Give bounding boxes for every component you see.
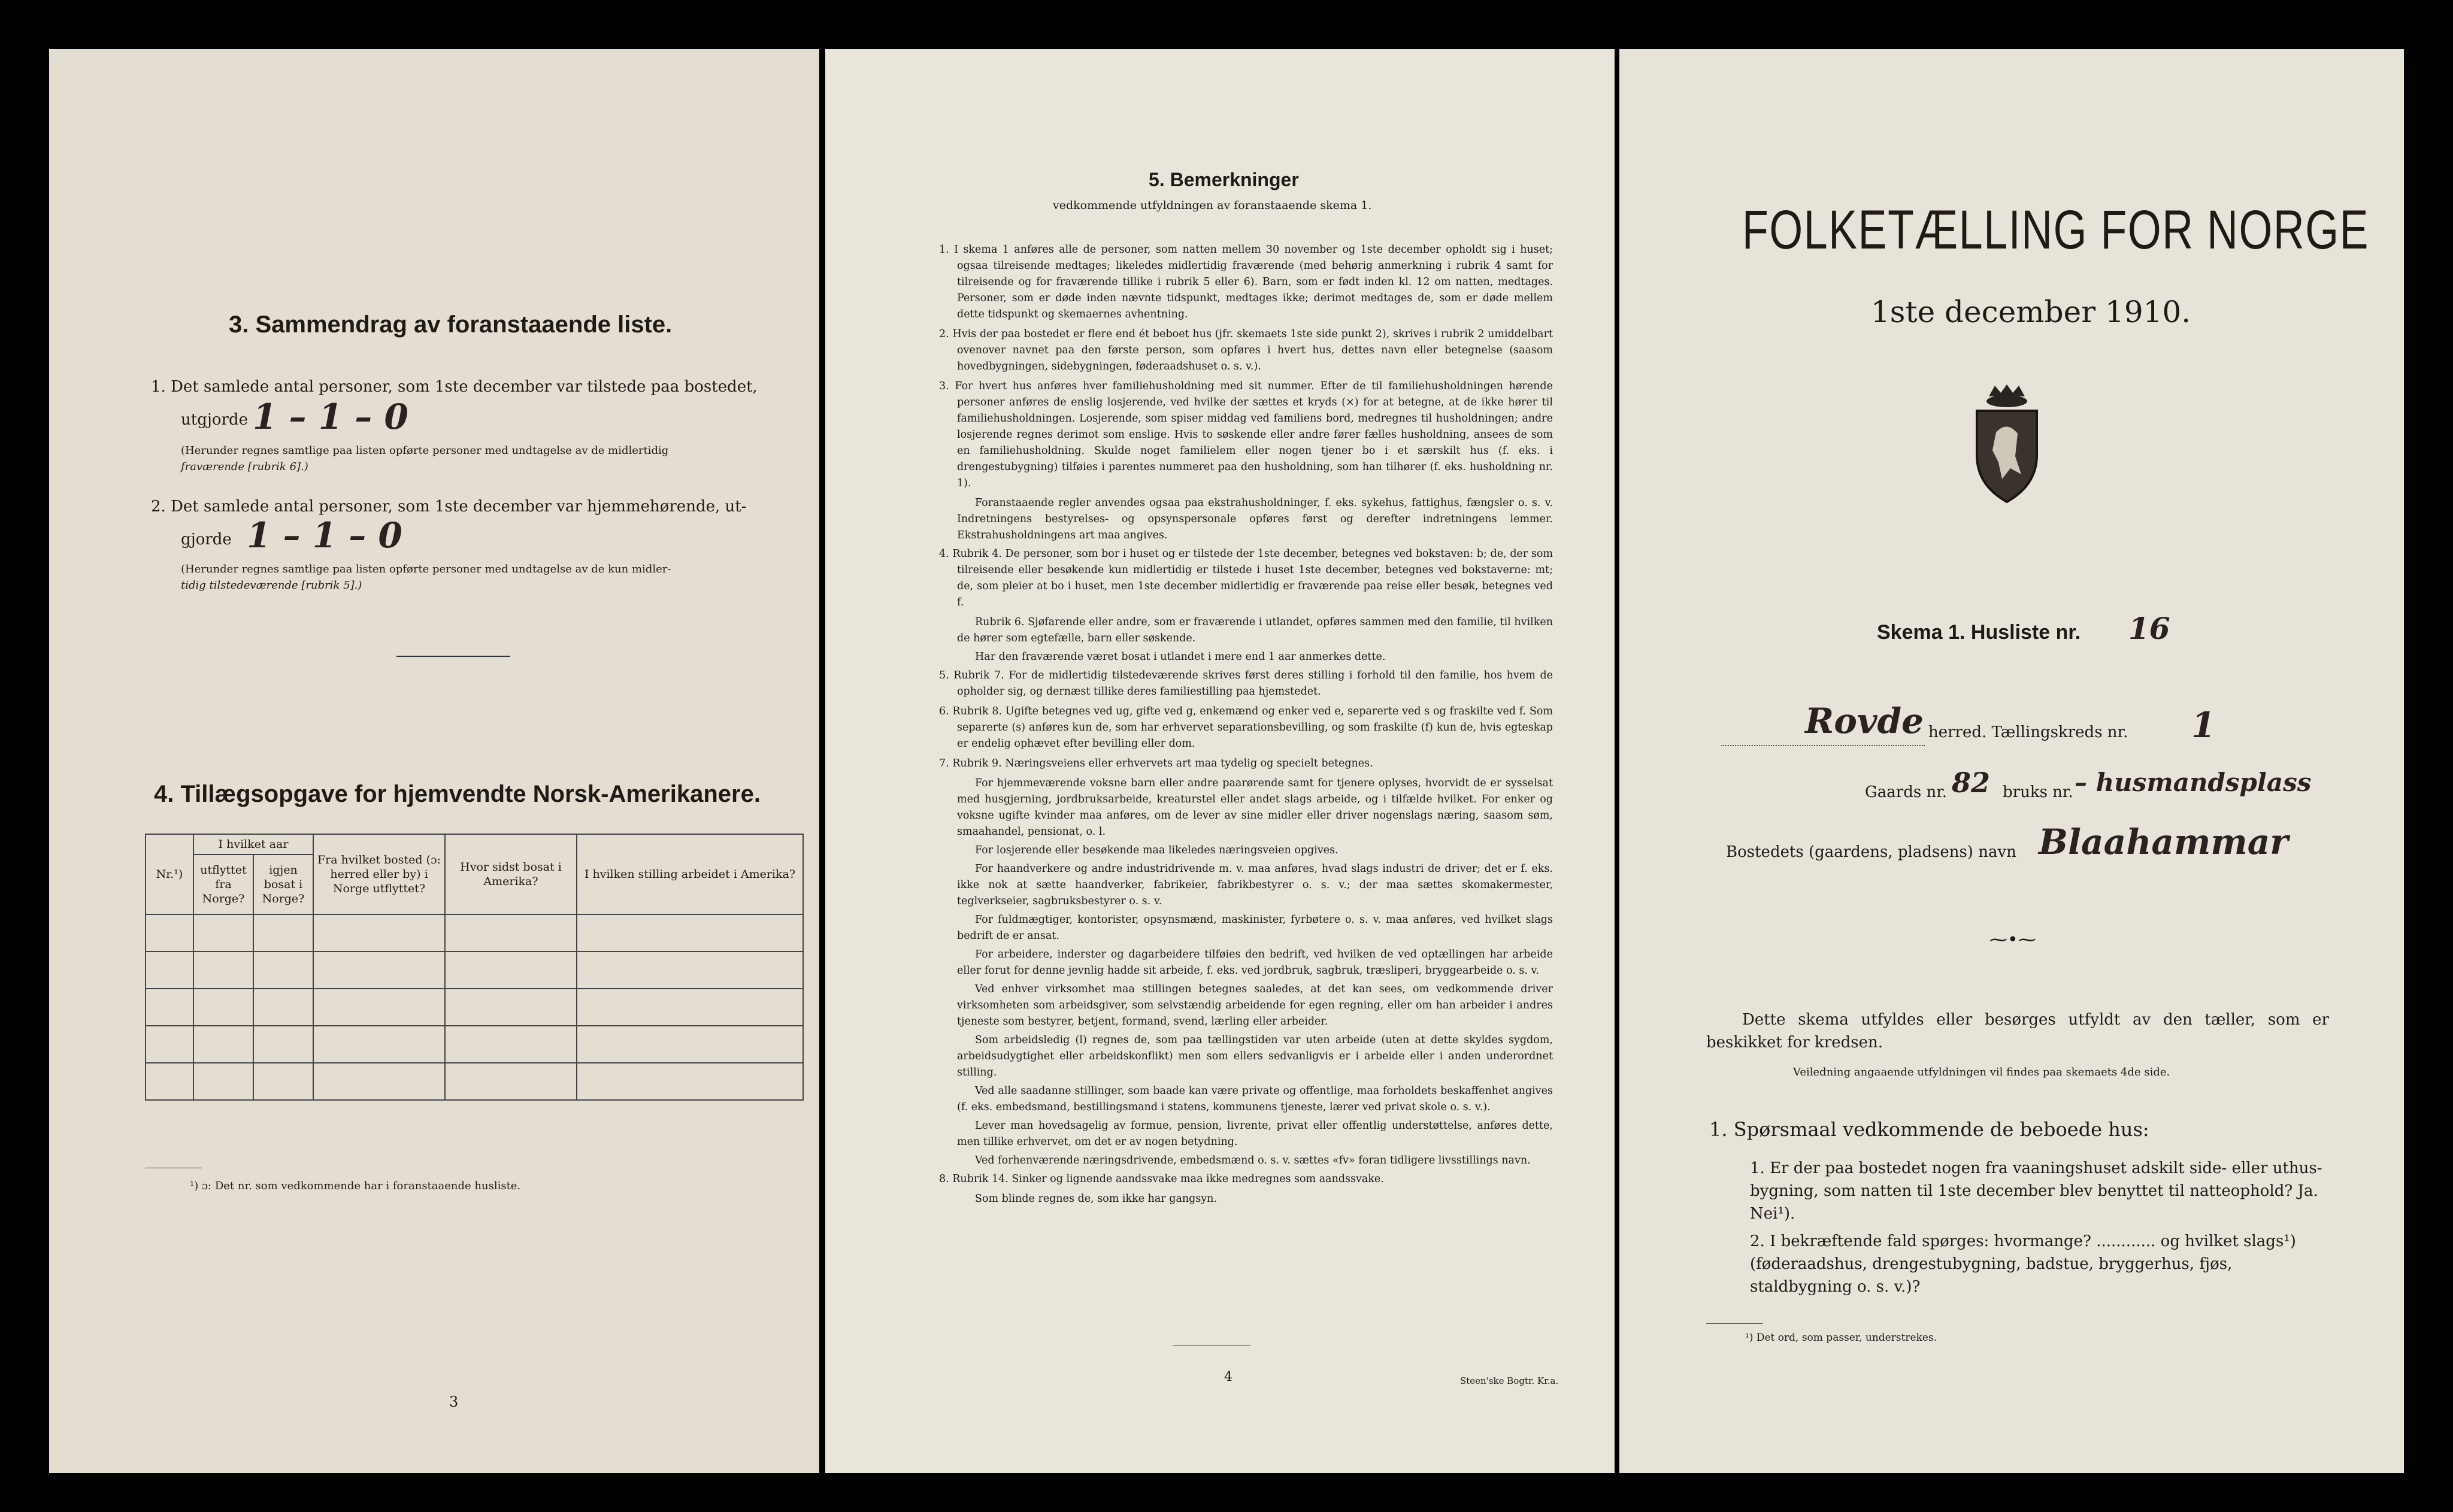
remark-7f: For arbeidere, inderster og dagarbeidere tilføies den bedrift, ved hvilken de ved optællingen har arbeide eller forut for denne jevnlig hadde sit arbeide, f. eks. ved jordbruk, sagbruk, træsliperi, bryggearbeide o. s. v.: [957, 949, 1553, 977]
remark-7: 7. Rubrik 9. Næringsveiens eller erhvervets art maa tydelig og specielt betegnes.: [939, 757, 1373, 769]
herred-label: herred. Tællingskreds nr.: [1928, 723, 2128, 741]
footnote: ¹) Det ord, som passer, understrekes.: [1745, 1332, 1937, 1344]
norwegian-american-table: [145, 834, 804, 1101]
skema-label: Skema 1. Husliste nr.: [1877, 621, 2081, 644]
divider: [396, 656, 510, 657]
table-row: [146, 952, 803, 989]
page-number: 4: [1224, 1369, 1232, 1384]
remark-8: 8. Rubrik 14. Sinker og lignende aandssvake maa ikke medregnes som aandssvake.: [939, 1173, 1384, 1185]
norwegian-coat-of-arms-icon: [1969, 384, 2045, 504]
table-row: [146, 914, 803, 952]
summary-item-2: 2. Det samlede antal personer, som 1ste december var hjemmehørende, ut-: [151, 498, 747, 516]
remarks-body: [939, 242, 1553, 1210]
remark-8b: Som blinde regnes de, som ikke har gangsyn.: [975, 1193, 1218, 1205]
remark-3b: Foranstaaende regler anvendes ogsaa paa ekstrahusholdninger, f. eks. sykehus, fattighus, fængsler o. s. v. Indretningens bestyrelses- og opsynspersonale opføres først og derefter indretningens lemmer. Ekstrahusholdningens art maa angives.: [957, 497, 1553, 541]
remark-7c: For losjerende eller besøkende maa likeledes næringsveien opgives.: [975, 844, 1338, 856]
table-row: [146, 1063, 803, 1100]
gaards-number: 82: [1952, 766, 1991, 799]
page-number: 3: [449, 1393, 459, 1410]
col-year-group: I hvilket aar: [193, 834, 313, 855]
summary-item-1: 1. Det samlede antal personer, som 1ste december var tilstede paa bostedet,: [151, 378, 758, 396]
summary-item-1-utgjorde: utgjorde: [181, 411, 249, 429]
remark-5: 5. Rubrik 7. For de midlertidig tilstedeværende skrives først deres stilling i forhold til den familie, hos hvem de opholder sig, og dernæst tillike deres familiestilling paa hjemstedet.: [939, 669, 1553, 698]
remarks-title: 5. Bemerkninger: [1149, 169, 1299, 190]
summary-item-2-utgjorde: gjorde: [181, 531, 232, 549]
husliste-number: 16: [2128, 611, 2170, 646]
footnote-rule: [1706, 1323, 1763, 1324]
section-3-title: 3. Sammendrag av foranstaaende liste.: [229, 311, 673, 338]
table-row: [146, 1026, 803, 1063]
summary-item-1-note: (Herunder regnes samtlige paa listen opførte personer med undtagelse av de midlertidig fraværende [rubrik 6].): [181, 444, 669, 473]
kreds-number: 1: [2191, 705, 2216, 746]
col-year-out: utflyttet fra Norge?: [193, 855, 253, 914]
summary-item-1-handwritten: 1 – 1 – 0: [253, 396, 408, 437]
intro-guidance: Veiledning angaaende utfyldningen vil findes paa skemaets 4de side.: [1793, 1066, 2170, 1078]
col-year-back: igjen bosat i Norge?: [253, 855, 313, 914]
remark-4b: Rubrik 6. Sjøfarende eller andre, som er fraværende i utlandet, opføres sammen med den familie, til hvilken de hører som egtefælle, barn eller søskende.: [957, 616, 1553, 644]
question-1-2: 2. I bekræftende fald spørges: hvormange? ............ og hvilket slags¹) (føderaadshus, drengestubygning, badstue, bryggerhus, fjøs, staldbygning o. s. v.)?: [1750, 1232, 2296, 1296]
summary-item-2-handwritten: 1 – 1 – 0: [247, 515, 402, 556]
remark-7e: For fuldmægtiger, kontorister, opsynsmænd, maskinister, fyrbøtere o. s. v. maa anføres, ved hvilket slags bedrift de er ansat.: [957, 914, 1553, 942]
remark-1: 1. I skema 1 anføres alle de personer, som natten mellem 30 november og 1ste december opholdt sig i huset; ogsaa tilreisende medtages; likeledes midlertidig fraværende (med behørig anmerkning i rubrik 4 samt for tilreisende og for fraværende tillike i rubrik 5 eller 6). Barn, som er født inden kl. 12 om natten, medtages. Personer, som er døde inden nævnte tidspunkt, medtages ikke; derimot medtages de, som er døde mellem dette tidspunkt og skemaernes avhentning.: [939, 244, 1553, 320]
page-4: [825, 49, 1615, 1473]
remark-7j: Lever man hovedsagelig av formue, pension, livrente, privat eller offentlig understøttelse, anføres dette, men tillike erhvervet, om det er av nogen betydning.: [957, 1120, 1553, 1148]
col-nr: Nr.¹): [146, 834, 193, 914]
gaards-label: Gaards nr.: [1865, 783, 1948, 801]
main-title: FOLKETÆLLING FOR NORGE: [1742, 199, 2370, 260]
remark-6: 6. Rubrik 8. Ugifte betegnes ved ug, gifte ved g, enkemænd og enker ved e, separerte ved s og fraskilte ved f. Som separerte (s) anføres kun de, som har erhvervet separationsbevilling, og som fraskilte (f) kun de, hvis egteskap er endelig ophævet efter bevilling eller dom.: [939, 705, 1553, 750]
remark-2: 2. Hvis der paa bostedet er flere end ét beboet hus (jfr. skemaets 1ste side punkt 2), skrives i rubrik 2 umiddelbart ovenover navnet paa den første person, som opføres i hvert hus, dettes navn eller betegnelse (saasom hovedbygningen, sidebygningen, føderaadshuset o. s. v.).: [939, 328, 1553, 372]
bruks-label: bruks nr.: [2003, 783, 2073, 801]
remark-7i: Ved alle saadanne stillinger, som baade kan være private og offentlige, maa forholdets beskaffenhet angives (f. eks. embedsmand, bestillingsmand i statens, kommunens tjeneste, lærer ved privat skole o. s. v.).: [957, 1085, 1553, 1113]
questions: [1750, 1157, 2325, 1303]
remark-7h: Som arbeidsledig (l) regnes de, som paa tællingstiden var uten arbeide (uten at dette skyldes sygdom, arbeidsudygtighet eller arbeidskonflikt) men som ellers sedvanligvis er i arbeide eller i anden underordnet stilling.: [957, 1034, 1553, 1078]
census-date: 1ste december 1910.: [1871, 295, 2191, 329]
remark-4c: Har den fraværende været bosat i utlandet i mere end 1 aar anmerkes dette.: [975, 651, 1386, 663]
remark-7b: For hjemmeværende voksne barn eller andre paarørende samt for tjenere oplyses, hvorvidt de er sysselsat med husgjerning, jordbruksarbeide, kreaturstel eller andet slags arbeide, og i tilfælde hvilket. For enker og voksne ugifte kvinder maa anføres, om de lever av sine midler eller driver nogenslags næring, saasom søm, smaahandel, pensionat, o. l.: [957, 777, 1553, 838]
remark-4: 4. Rubrik 4. De personer, som bor i huset og er tilstede der 1ste december, betegnes ved bokstaven: b; de, der som tilreisende eller besøkende kun midlertidig er tilstede i huset 1ste december, betegnes ved bokstaverne: mt; de, som pleier at bo i huset, men 1ste december midlertidig er fraværende paa reise eller besøk, betegnes ved f.: [939, 548, 1553, 608]
remark-7g: Ved enhver virksomhet maa stillingen betegnes saaledes, at det kan sees, om vedkommende driver virksomheten som arbeidsgiver, som selvstændig arbeidende for egen regning, eller om han arbeider i andres tjeneste som bestyrer, betjent, formand, svend, lærling eller arbeider.: [957, 983, 1553, 1028]
col-occupation: I hvilken stilling arbeidet i Amerika?: [577, 834, 803, 914]
footnote: ¹) ɔ: Det nr. som vedkommende har i foranstaaende husliste.: [190, 1180, 521, 1192]
col-from: Fra hvilket bosted (ɔ: herred eller by) i Norge utflyttet?: [313, 834, 445, 914]
remarks-subtitle: vedkommende utfyldningen av foranstaaende skema 1.: [1053, 199, 1372, 212]
herred-handwritten: Rovde: [1805, 701, 1924, 741]
question-1-1: 1. Er der paa bostedet nogen fra vaaningshuset adskilt side- eller uthus-bygning, som natten til 1ste december blev benyttet til natteophold? Ja. Nei¹).: [1750, 1159, 2322, 1223]
col-last: Hvor sidst bosat i Amerika?: [445, 834, 577, 914]
remark-7k: Ved forhenværende næringsdrivende, embedsmænd o. s. v. sættes «fv» foran tidligere livsstillings navn.: [975, 1155, 1531, 1166]
printer-mark: Steen'ske Bogtr. Kr.a.: [1460, 1375, 1559, 1386]
bosted-handwritten: Blaahammar: [2039, 822, 2288, 862]
page-1: [1619, 49, 2404, 1473]
intro-text: Dette skema utfyldes eller besørges utfyldt av den tæller, som er beskikket for kredsen.: [1706, 1011, 2329, 1052]
section-4-title: 4. Tillægsopgave for hjemvendte Norsk-Amerikanere.: [154, 781, 761, 807]
table-row: [146, 989, 803, 1026]
question-1-title: 1. Spørsmaal vedkommende de beboede hus:: [1709, 1118, 2149, 1141]
page-3: [49, 49, 819, 1473]
remark-3: 3. For hvert hus anføres hver familiehusholdning med sit nummer. Efter de til familiehusholdningen hørende personer anføres de enslig losjerende, ved hvilke der sættes et kryds (×) for at betegne, at de ikke hører til familiehusholdningen. Losjerende, som spiser middag ved familiens bord, medregnes til husholdningen; andre losjerende regnes derimot som enslige. Hvis to søskende eller andre fører fælles husholdning, ansees de som en familiehusholdning. Skulde noget familielem eller nogen tjener bo i et særskilt hus (f. eks. i drengestubygning) tilføies i parentes nummeret paa den husholdning, som han tilhører (f. eks. husholdning nr. 1).: [939, 380, 1553, 489]
ornament: ⁓•⁓: [1989, 929, 2036, 950]
remark-7d: For haandverkere og andre industridrivende m. v. maa anføres, hvad slags industri de driver; det er f. eks. ikke nok at sætte haandverker, fabrikeier, fabrikbestyrer o. s. v.; der maa sættes skomakermester, teglverkseier, sagbruksbestyrer o. s. v.: [957, 863, 1553, 907]
herred-field-line: [1721, 744, 1925, 746]
bosted-label: Bostedets (gaardens, pladsens) navn: [1726, 843, 2016, 861]
summary-item-2-note: (Herunder regnes samtlige paa listen opførte personer med undtagelse av de kun midler- tidig tilstedeværende [rubrik 5].): [181, 563, 671, 592]
bruks-handwritten: – husmandsplass: [2075, 768, 2312, 797]
